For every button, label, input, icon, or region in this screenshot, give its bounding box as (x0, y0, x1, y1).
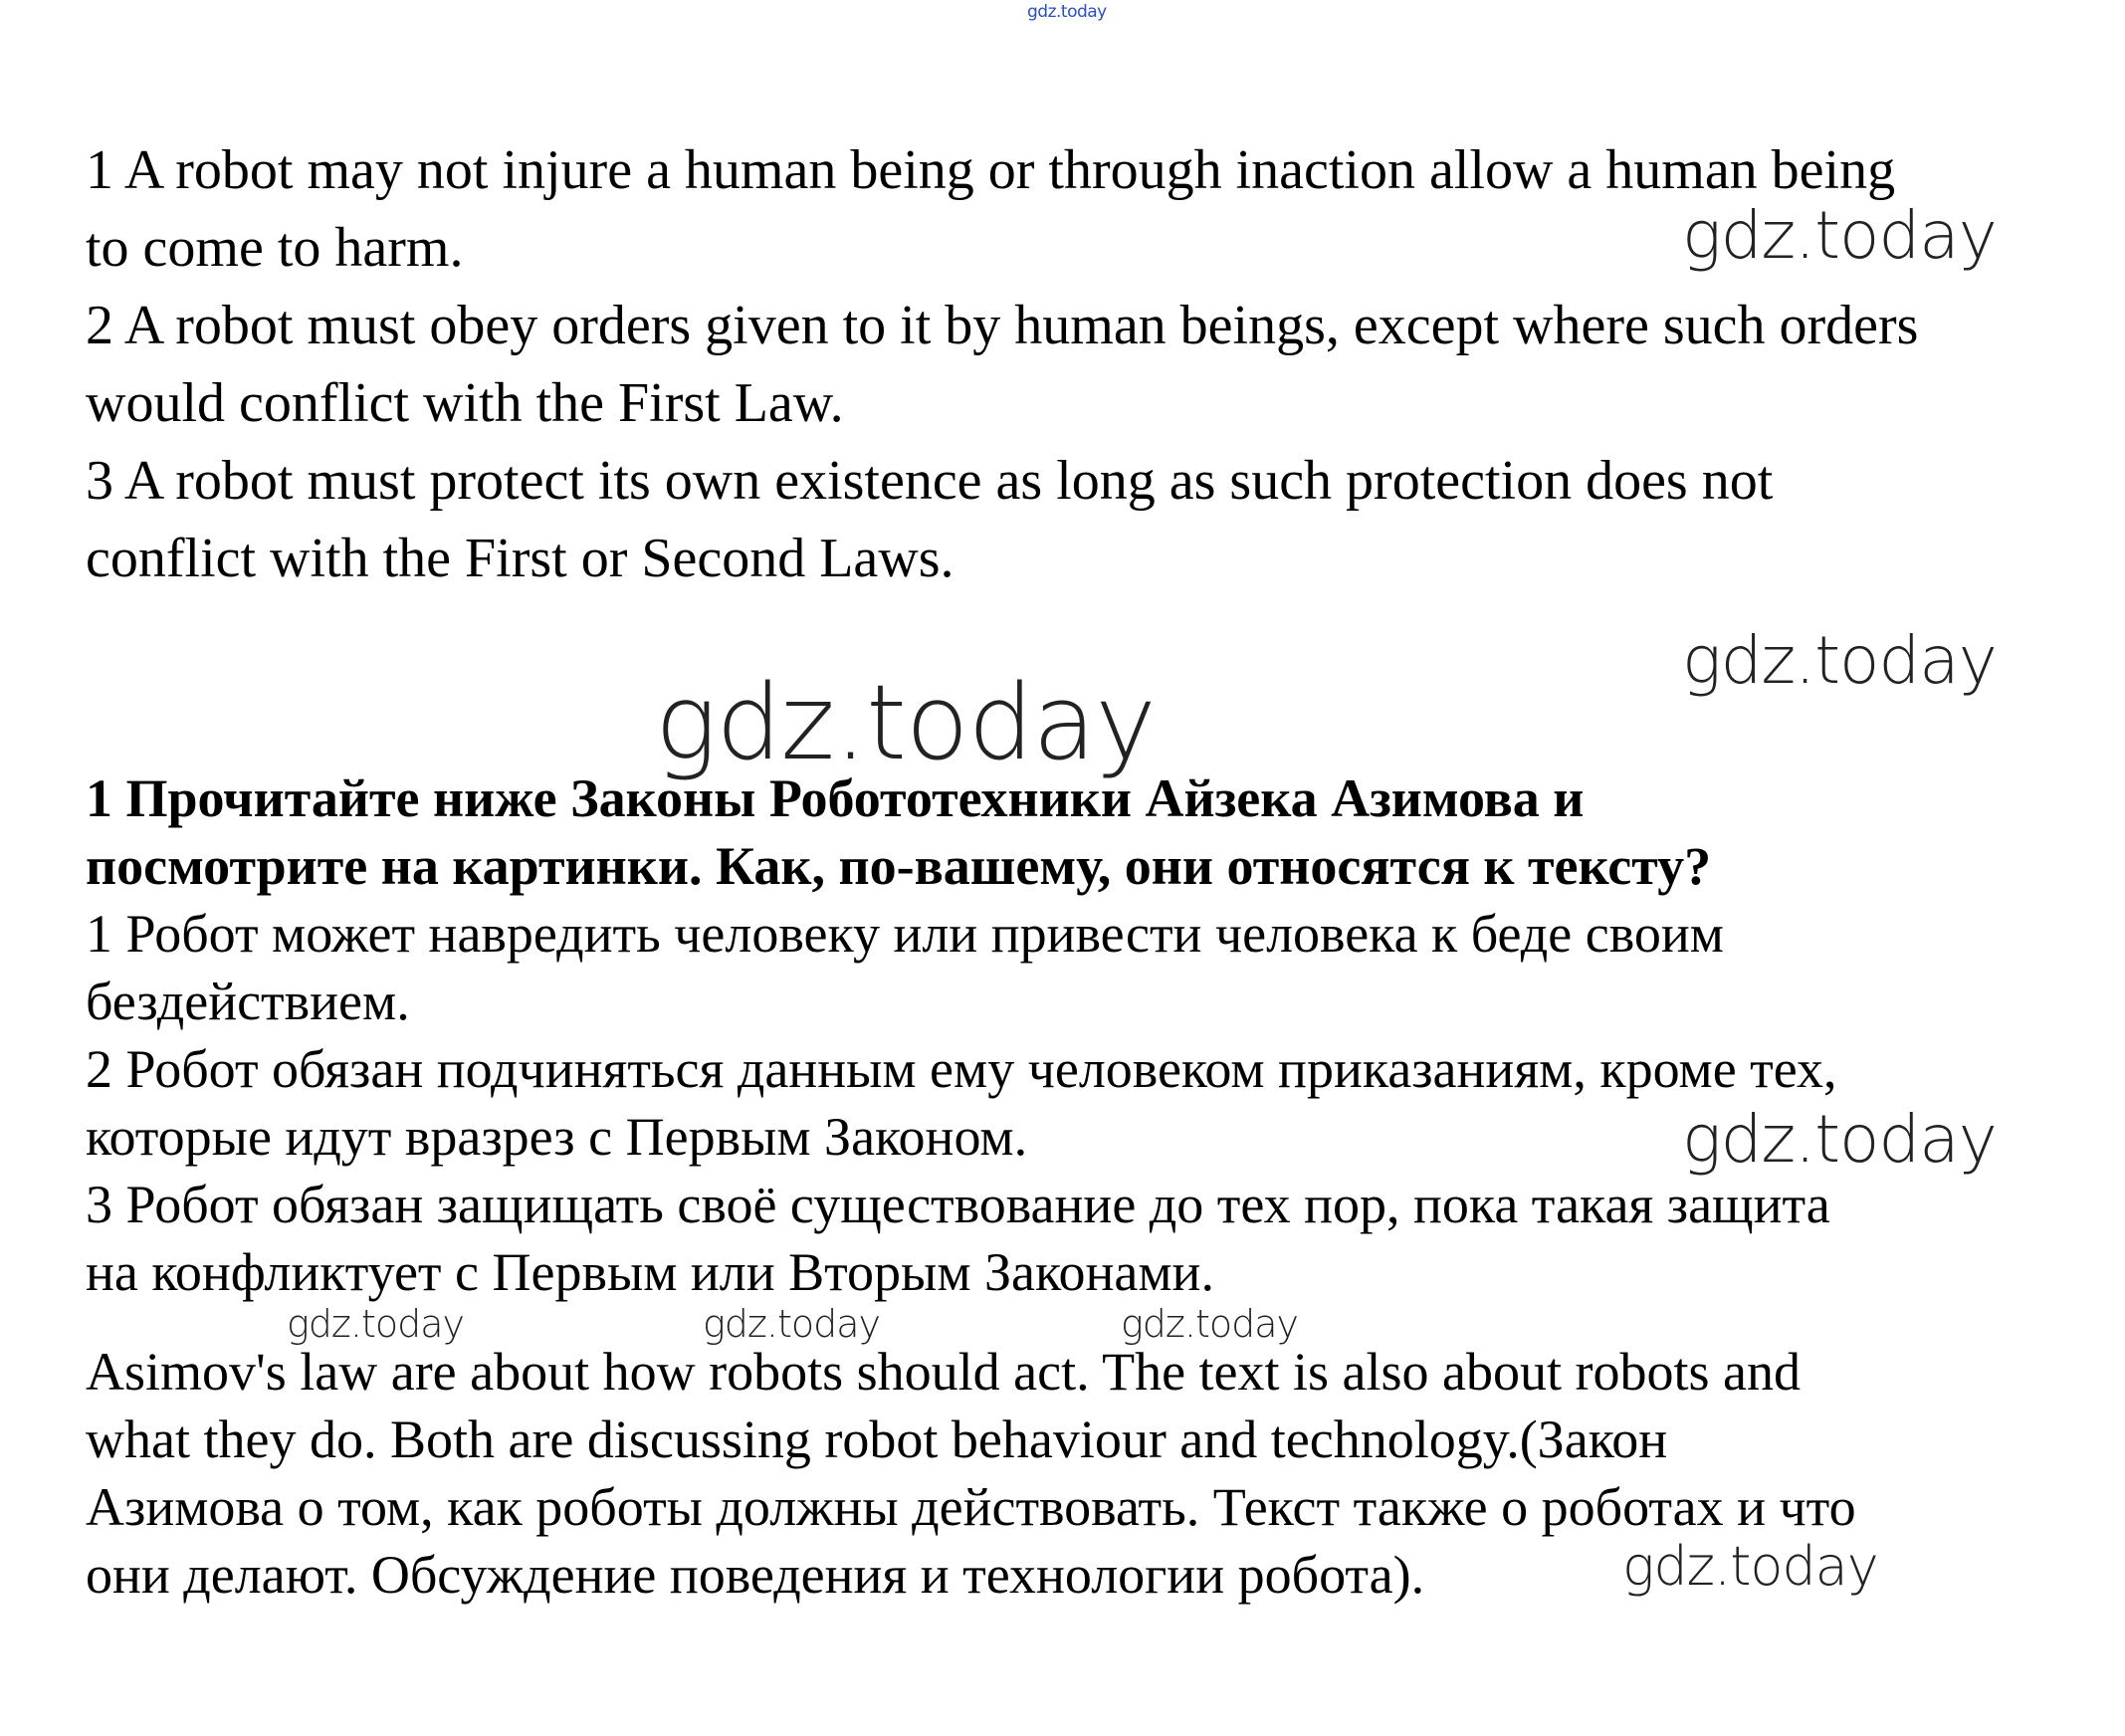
title-line: 1 Прочитайте ниже Законы Робототехники Айзека Азимова и (86, 768, 1585, 828)
watermark: gdz.today (1682, 1101, 1997, 1178)
text-line: to come to harm. (86, 217, 464, 279)
text-line: would conflict with the First Law. (86, 372, 844, 434)
text-line: what they do. Both are discussing robot behaviour and technology.(Закон (86, 1410, 1668, 1469)
text-line: которые идут вразрез с Первым Законом. (86, 1107, 1028, 1167)
text-line: conflict with the First or Second Laws. (86, 528, 955, 589)
text-line: Азимова о том, как роботы должны действовать. Текст также о роботах и что (86, 1477, 1856, 1537)
text-line: 3 A robot must protect its own existence as long as such protection does not (86, 450, 1774, 512)
text-line: 2 A robot must obey orders given to it by human beings, except where such orders (86, 295, 1919, 356)
watermark: gdz.today (1121, 1302, 1298, 1346)
text-line: 2 Робот обязан подчиняться данным ему человеком приказаниям, кроме тех, (86, 1039, 1837, 1099)
watermark: gdz.today (655, 662, 1156, 783)
watermark: gdz.today (1682, 622, 1997, 699)
text-line: на конфликтует с Первым или Вторым Законами. (86, 1242, 1214, 1302)
watermark: gdz.today (287, 1302, 464, 1346)
watermark: gdz.today (1622, 1535, 1878, 1598)
text-line: 1 Робот может навредить человеку или привести человека к беде своим (86, 904, 1724, 964)
text-line: Asimov's law are about how robots should act. The text is also about robots and (86, 1342, 1801, 1402)
site-mark: gdz.today (1027, 2, 1107, 22)
watermark: gdz.today (1682, 197, 1997, 274)
task-title (86, 764, 2096, 900)
text-line: 3 Робот обязан защищать своё существование до тех пор, пока такая защита (86, 1175, 1830, 1234)
text-line: 1 A robot may not injure a human being or through inaction allow a human being (86, 139, 1896, 201)
title-line: посмотрите на картинки. Как, по-вашему, они относятся к тексту? (86, 836, 1712, 896)
text-line: бездействием. (86, 972, 410, 1031)
text-line: они делают. Обсуждение поведения и технологии робота). (86, 1545, 1425, 1605)
watermark: gdz.today (703, 1302, 880, 1346)
